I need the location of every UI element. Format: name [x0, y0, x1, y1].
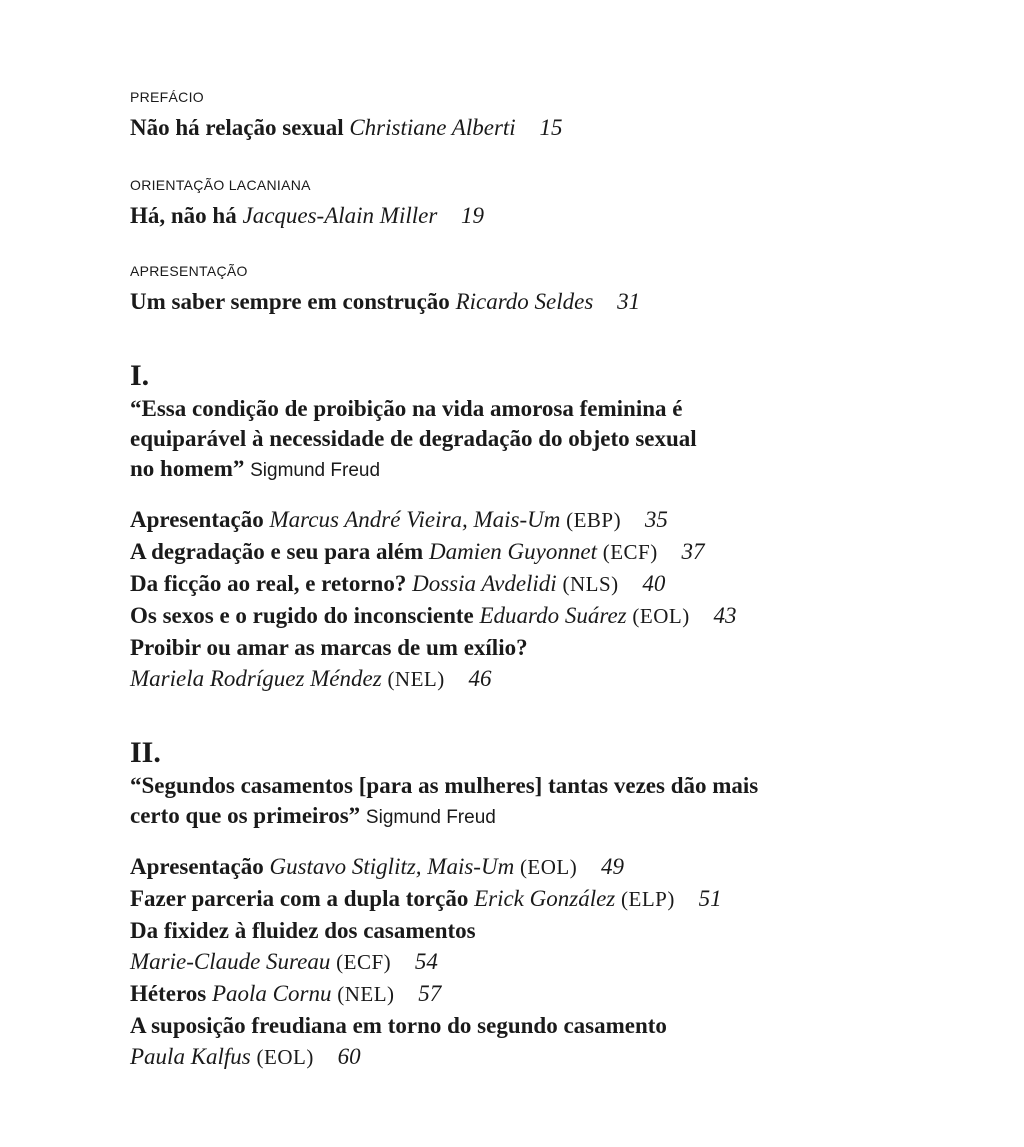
entry-org: (ELP) — [621, 887, 675, 911]
toc-entry[interactable] — [130, 883, 890, 915]
part-two — [130, 735, 890, 1073]
part-one — [130, 358, 890, 695]
part-quote-line: “Segundos casamentos [para as mulheres] tantas vezes dão mais — [130, 773, 759, 798]
entry-title: Não há relação sexual — [130, 115, 344, 140]
entry-author: Ricardo Seldes — [455, 289, 594, 314]
entry-page: 40 — [642, 571, 666, 596]
entry-org: (EOL) — [519, 855, 578, 879]
entry-org: (EBP) — [566, 508, 622, 532]
toc-entry[interactable] — [130, 568, 890, 600]
entry-page: 35 — [644, 507, 668, 532]
entry-title: Da ficção ao real, e retorno? — [130, 571, 407, 596]
entry-org: (NLS) — [562, 572, 619, 596]
entry-page: 15 — [539, 115, 563, 140]
entry-author: Paola Cornu — [211, 981, 332, 1006]
entry-page: 51 — [698, 886, 722, 911]
part-quote-author: Sigmund Freud — [365, 807, 496, 828]
entry-author: Marie-Claude Sureau — [130, 949, 331, 974]
section-kicker: PREFÁCIO — [130, 89, 204, 105]
toc-entry[interactable] — [130, 286, 890, 317]
toc-front-presentation — [130, 262, 890, 317]
toc-entry[interactable] — [130, 536, 890, 568]
part-quote-line — [130, 454, 890, 486]
toc-entry[interactable] — [130, 632, 890, 663]
toc-entry[interactable] — [130, 915, 890, 946]
entry-title: Um saber sempre em construção — [130, 289, 450, 314]
entry-author: Jacques-Alain Miller — [242, 203, 438, 228]
toc-front-preface — [130, 88, 890, 143]
part-quote-line: equiparável à necessidade de degradação do objeto sexual — [130, 426, 697, 451]
part-quote-line: “Essa condição de proibição na vida amorosa feminina é — [130, 396, 683, 421]
section-kicker: ORIENTAÇÃO LACANIANA — [130, 177, 311, 193]
toc-entry[interactable] — [130, 504, 890, 536]
entry-page: 60 — [337, 1044, 361, 1069]
part-quote-author: Sigmund Freud — [250, 460, 381, 481]
entry-page: 37 — [681, 539, 705, 564]
toc-entry[interactable] — [130, 200, 890, 231]
entry-org: (NEL) — [337, 982, 395, 1006]
entry-author: Christiane Alberti — [349, 115, 516, 140]
toc-entry[interactable] — [130, 1010, 890, 1041]
entry-org: (ECF) — [602, 540, 658, 564]
entry-author: Paula Kalfus — [130, 1044, 251, 1069]
entry-page: 31 — [617, 289, 641, 314]
entry-page: 49 — [601, 854, 624, 879]
toc-entry-continuation[interactable] — [130, 1041, 890, 1073]
part-one-entries — [130, 504, 890, 695]
entry-title: Há, não há — [130, 203, 237, 228]
entry-title: Apresentação — [130, 854, 264, 879]
part-numeral: II. — [130, 736, 161, 769]
entry-page: 46 — [468, 666, 492, 691]
entry-author: Mariela Rodríguez Méndez — [130, 666, 382, 691]
entry-author: Eduardo Suárez — [479, 603, 627, 628]
part-numeral: I. — [130, 359, 150, 392]
toc-entry-continuation[interactable] — [130, 946, 890, 978]
entry-page: 19 — [461, 203, 485, 228]
toc-entry-continuation[interactable] — [130, 663, 890, 695]
toc-entry[interactable] — [130, 851, 890, 883]
entry-org: (EOL) — [632, 604, 690, 628]
entry-title: Apresentação — [130, 507, 264, 532]
entry-page: 57 — [418, 981, 442, 1006]
entry-org: (EOL) — [256, 1045, 314, 1069]
entry-org: (ECF) — [336, 950, 392, 974]
entry-page: 54 — [414, 949, 438, 974]
entry-author: Erick González — [474, 886, 616, 911]
part-quote-text: certo que os primeiros” — [130, 803, 361, 828]
entry-title: Proibir ou amar as marcas de um exílio? — [130, 635, 528, 660]
entry-title: Os sexos e o rugido do inconsciente — [130, 603, 474, 628]
part-quote-text: no homem” — [130, 456, 245, 481]
entry-title: A suposição freudiana em torno do segundo casamento — [130, 1013, 667, 1038]
entry-page: 43 — [713, 603, 737, 628]
toc-front-orientation — [130, 176, 890, 231]
entry-author: Dossia Avdelidi — [412, 571, 557, 596]
entry-title: Héteros — [130, 981, 207, 1006]
entry-title: Fazer parceria com a dupla torção — [130, 886, 469, 911]
entry-title: Da fixidez à fluidez dos casamentos — [130, 918, 476, 943]
part-quote-line — [130, 801, 890, 833]
entry-author: Damien Guyonnet — [428, 539, 597, 564]
entry-org: (NEL) — [387, 667, 445, 691]
toc-entry[interactable] — [130, 600, 890, 632]
section-kicker: APRESENTAÇÃO — [130, 263, 248, 279]
toc-entry[interactable] — [130, 978, 890, 1010]
entry-author: Gustavo Stiglitz, Mais-Um — [269, 854, 515, 879]
toc-entry[interactable] — [130, 112, 890, 143]
entry-author: Marcus André Vieira, Mais-Um — [269, 507, 561, 532]
entry-title: A degradação e seu para além — [130, 539, 424, 564]
part-two-entries — [130, 851, 890, 1073]
